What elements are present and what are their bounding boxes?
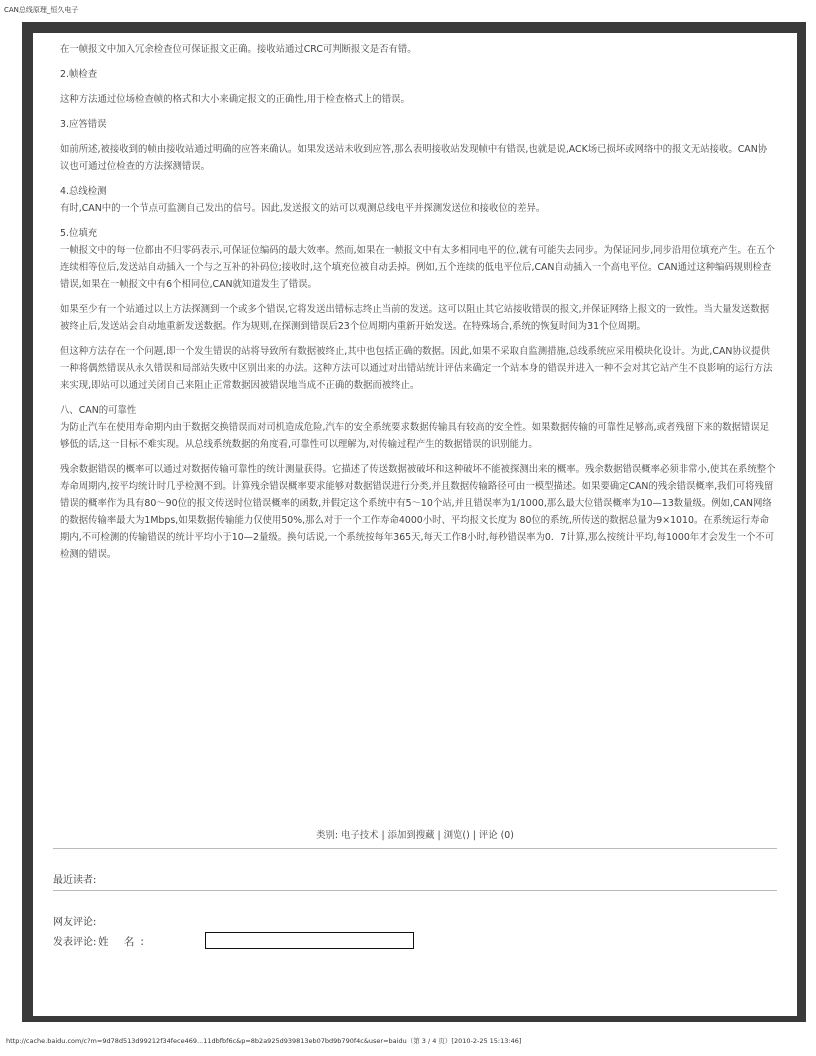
paragraph: 为防止汽车在使用寿命期内由于数据交换错误而对司机造成危险,汽车的安全系统要求数据传输具有较高的安全性。如果数据传输的可靠性足够高,或者残留下来的数据错误足够低的话,这一目标不难实现。从总线系统数据的角度看,可靠性可以理解为,对传输过程产生的数据错误的识别能力。 [60,422,770,450]
paragraph: 如果至少有一个站通过以上方法探测到一个或多个错误,它将发送出错标志终止当前的发送。这可以阻止其它站接收错误的报文,并保证网络上报文的一致性。当大量发送数据被终止后,发送站会自动地重新发送数据。作为规则,在探测到错误后23个位周期内重新开始发送。在特殊场合,系统的恢复时间为31个位周期。 [60,304,770,332]
recent-readers-label: 最近读者: [53,875,97,886]
divider [53,890,777,891]
separator: | [381,830,385,841]
views-link[interactable]: 浏览() [443,830,470,841]
paragraph: 在一帧报文中加入冗余检查位可保证报文正确。接收站通过CRC可判断报文是否有错。 [60,44,417,55]
name-input[interactable] [205,932,414,949]
window-title: CAN总线原理_恒久电子 [4,6,79,14]
article-content [60,41,776,571]
paragraph: 这种方法通过位场检查帧的格式和大小来确定报文的正确性,用于检查格式上的错误。 [60,94,410,105]
page-body [33,33,797,1016]
name-label: 姓 名: [98,936,150,948]
category-link[interactable]: 电子技术 [340,830,379,841]
paragraph: 但这种方法存在一个问题,即一个发生错误的站将导致所有数据被终止,其中也包括正确的数据。因此,如果不采取自监测措施,总线系统应采用模块化设计。为此,CAN协议提供一种将偶然错误从永久错误和局部站失败中区别出来的办法。这种方法可以通过对出错站统计评估来确定一个站本身的错误并进入一种不会对其它站产生不良影响的运行方法来实现,即站可以通过关闭自己来阻止正常数据因被错误地当成不正确的数据而被终止。 [60,346,773,391]
comments-link[interactable]: 评论 (0) [478,830,514,841]
add-favorite-link[interactable]: 添加到搜藏 [387,830,435,841]
separator: | [437,830,441,841]
paragraph: 如前所述,被接收到的帧由接收站通过明确的应答来确认。如果发送站未收到应答,那么表明接收站发现帧中有错误,也就是说,ACK场已损坏或网络中的报文无站接收。CAN协议也可通过位检查的方法探测错误。 [60,144,768,172]
page-footer-url: http://cache.baidu.com/c?m=9d78d513d99212f34fece469...11dbfbf6c&p=8b2a925d939813eb07bd9b790f4c&user=baidu（第 3 / 4 页）[2010-2-25 15:13:46] [6,1037,522,1045]
section-heading: 2.帧检查 [60,69,98,80]
article-meta [33,827,797,841]
section-heading: 5.位填充 [60,228,98,239]
post-comment-label: 发表评论: [53,937,97,948]
separator: | [472,830,476,841]
section-heading: 八、CAN的可靠性 [60,405,137,416]
divider [53,848,777,849]
paragraph: 有时,CAN中的一个节点可监测自己发出的信号。因此,发送报文的站可以观测总线电平并探测发送位和接收位的差异。 [60,203,546,214]
paragraph: 一帧报文中的每一位都由不归零码表示,可保证位编码的最大效率。然而,如果在一帧报文中有太多相同电平的位,就有可能失去同步。为保证同步,同步沿用位填充产生。在五个连续相等位后,发送站自动插入一个与之互补的补码位;接收时,这个填充位被自动丢掉。例如,五个连续的低电平位后,CAN自动插入一个高电平位。CAN通过这种编码规则检查错误,如果在一帧报文中有6个相同位,CAN就知道发生了错误。 [60,245,776,290]
section-heading: 4.总线检测 [60,186,107,197]
section-heading: 3.应答错误 [60,119,107,130]
user-comments-label: 网友评论: [53,917,97,928]
paragraph: 残余数据错误的概率可以通过对数据传输可靠性的统计测量获得。它描述了传送数据被破坏和这种破坏不能被探测出来的概率。残余数据错误概率必须非常小,使其在系统整个寿命周期内,按平均统计时几乎检测不到。计算残余错误概率要求能够对数据错误进行分类,并且数据传输路径可由一模型描述。如果要确定CAN的残余错误概率,我们可将残留错误的概率作为具有80～90位的报文传送时位错误概率的函数,并假定这个系统中有5～10个站,并且错误率为1/1000,那么最大位错误概率为10—13数量级。例如,CAN网络的数据传输率最大为1Mbps,如果数据传输能力仅使用50%,那么对于一个工作寿命4000小时、平均报文长度为 80位的系统,所传送的数据总量为9×1010。在系统运行寿命期内,不可检测的传输错误的统计平均小于10—2量级。换句话说,一个系统按每年365天,每天工作8小时,每秒错误率为0．7计算,那么按统计平均,每1000年才会发生一个不可检测的错误。 [60,464,776,560]
category-label: 类别: [316,830,338,841]
